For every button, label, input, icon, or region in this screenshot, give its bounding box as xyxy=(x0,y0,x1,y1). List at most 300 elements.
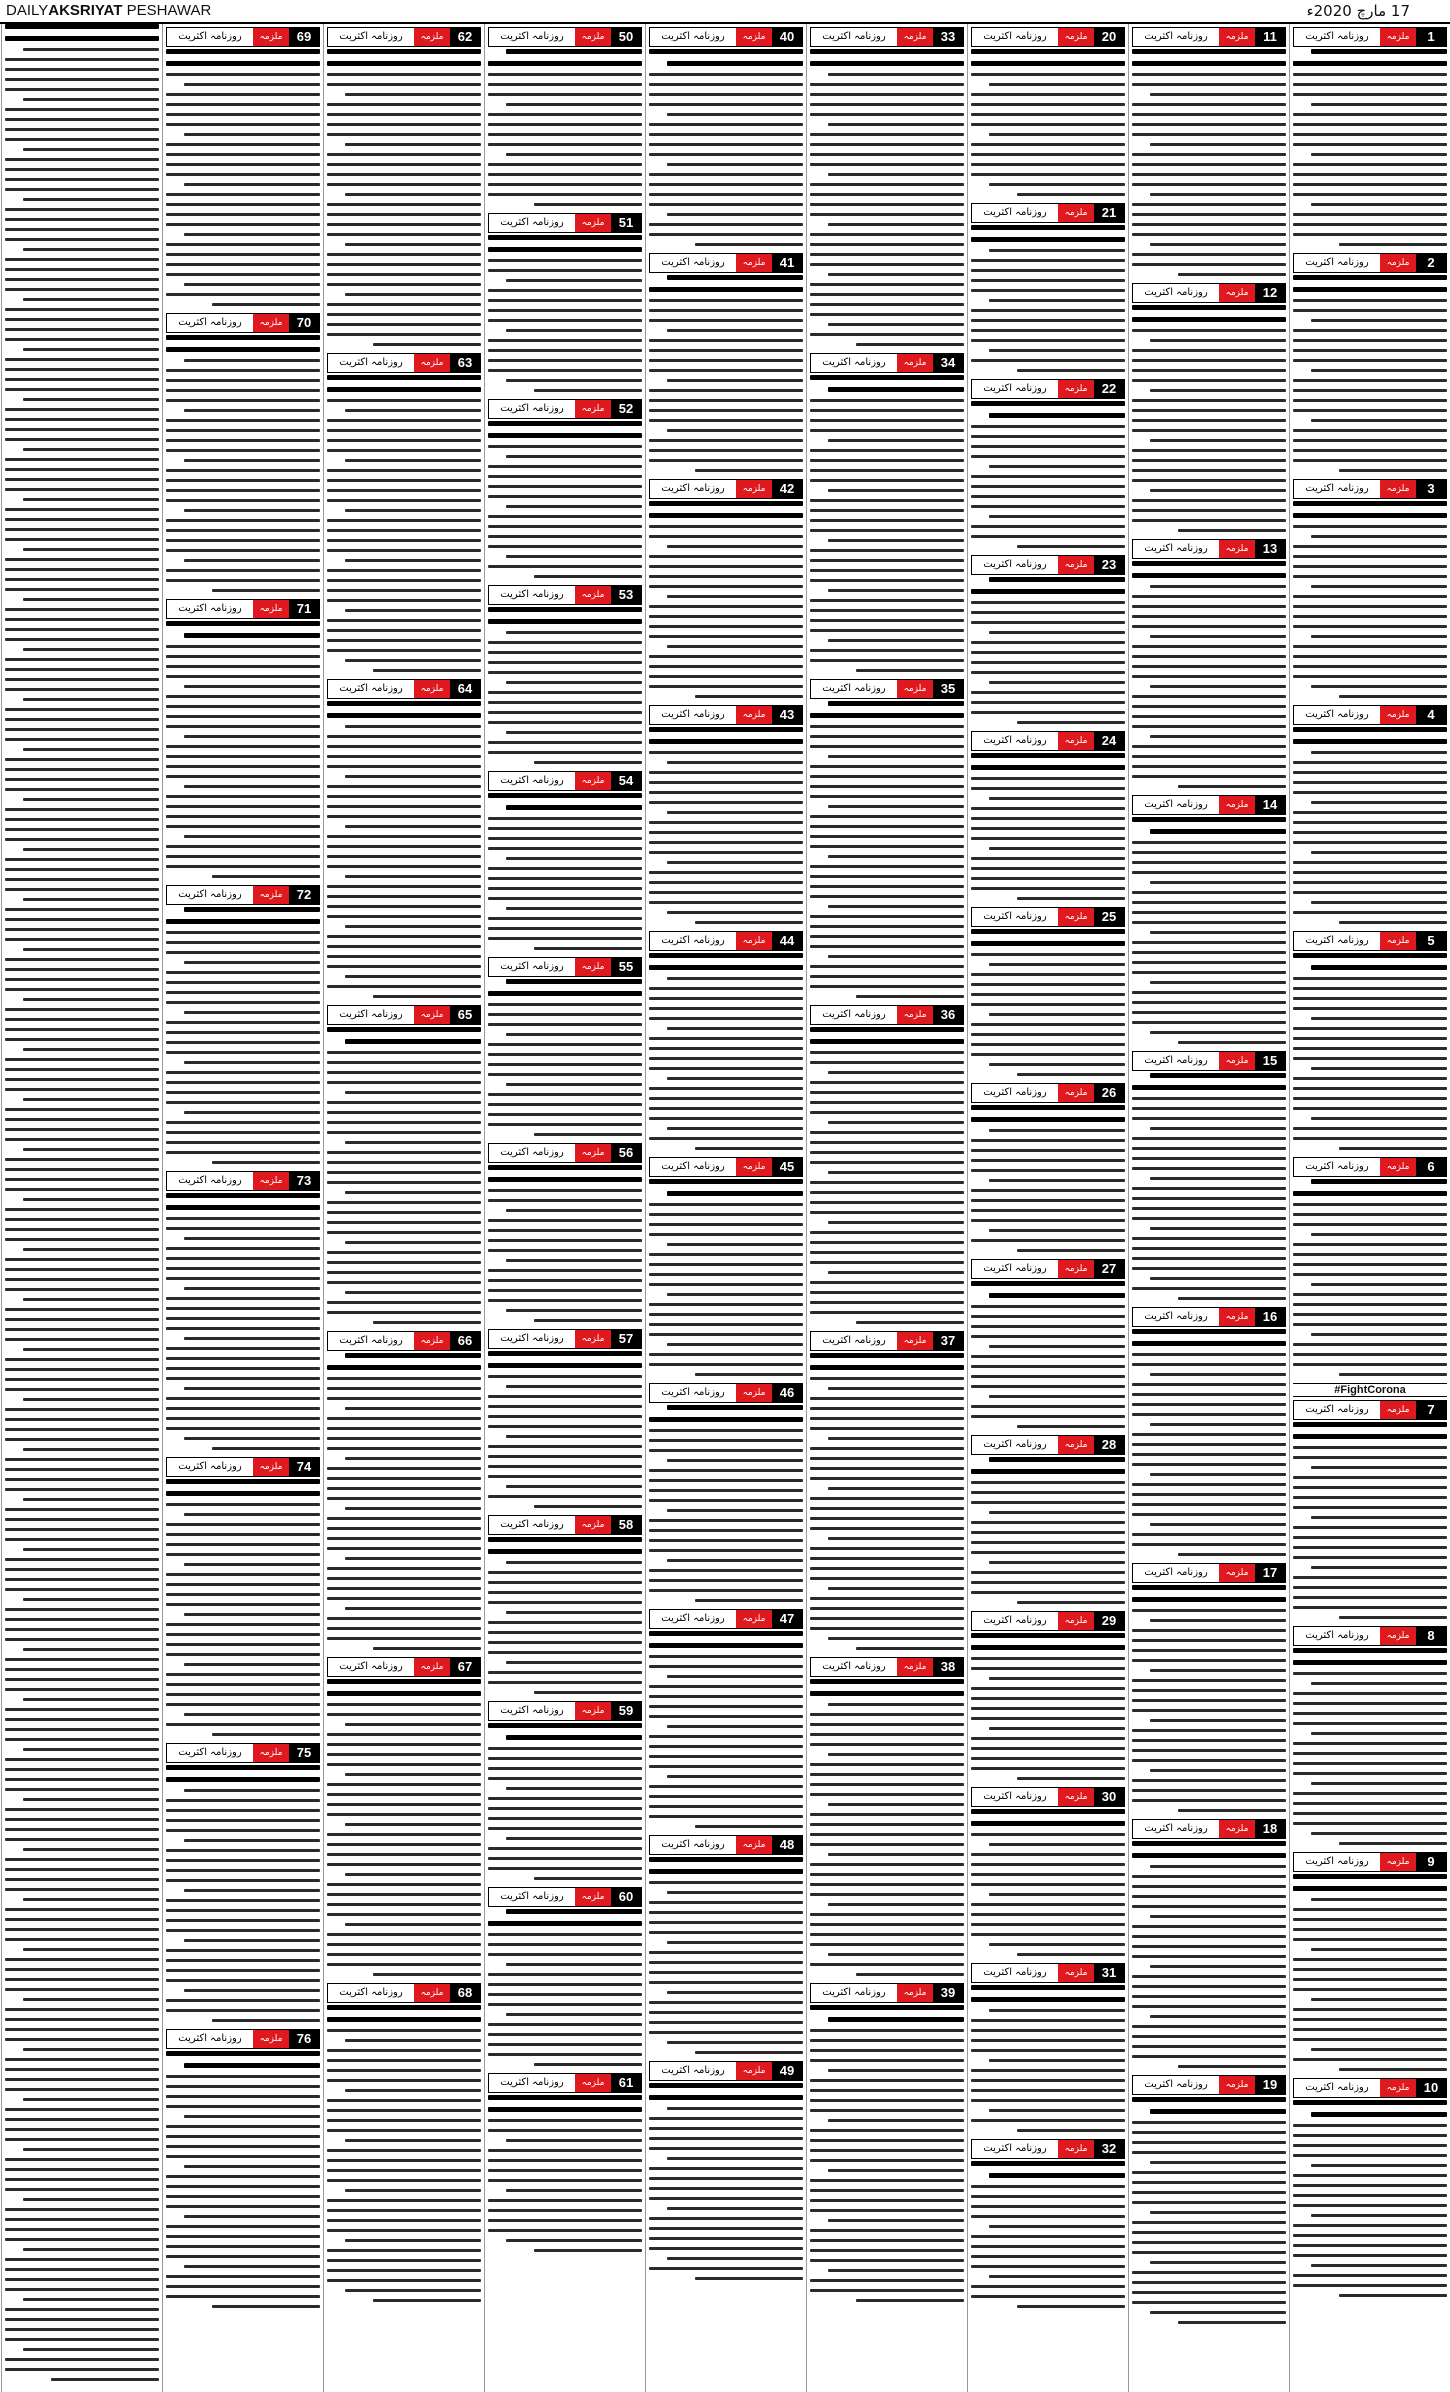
text-line xyxy=(327,1101,481,1104)
text-line xyxy=(1293,1027,1447,1030)
text-line xyxy=(166,1533,320,1536)
item-header xyxy=(649,253,803,273)
text-line xyxy=(166,865,320,868)
text-line xyxy=(1132,509,1286,512)
text-line xyxy=(5,2288,159,2291)
text-line xyxy=(856,343,964,346)
text-line xyxy=(506,1435,642,1438)
text-line xyxy=(166,569,320,572)
item-header xyxy=(971,1435,1125,1455)
text-line xyxy=(971,103,1125,106)
text-line xyxy=(166,1205,320,1210)
text-line xyxy=(1311,203,1447,206)
text-line xyxy=(184,2165,320,2168)
news-column xyxy=(162,24,323,2392)
text-line xyxy=(971,1239,1125,1242)
item-label: ملزمہ xyxy=(253,2030,289,2048)
text-line xyxy=(1132,2097,1286,2102)
item-body-text xyxy=(1132,817,1286,1044)
text-line xyxy=(488,619,642,624)
item-kicker: روزنامہ اکثریت xyxy=(661,1613,725,1624)
text-line xyxy=(327,599,481,602)
text-line xyxy=(1293,841,1447,844)
text-line xyxy=(667,163,803,166)
text-line xyxy=(1293,1874,1447,1879)
text-line xyxy=(810,1507,964,1510)
item-body-text xyxy=(1293,275,1447,472)
text-line xyxy=(327,2069,481,2072)
item-body-text xyxy=(166,49,320,306)
text-line xyxy=(488,887,642,890)
text-line xyxy=(488,1867,642,1870)
text-line xyxy=(327,735,481,738)
text-line xyxy=(488,847,642,850)
text-line xyxy=(1293,1802,1447,1805)
text-line xyxy=(649,871,803,874)
text-line xyxy=(1132,419,1286,422)
text-line xyxy=(506,1909,642,1914)
text-line xyxy=(345,509,481,512)
text-line xyxy=(5,1988,159,1991)
text-line xyxy=(166,1141,320,1144)
text-line xyxy=(1293,359,1447,362)
text-line xyxy=(166,1131,320,1134)
text-line xyxy=(649,369,803,372)
item-header xyxy=(971,1611,1125,1631)
text-line xyxy=(506,379,642,382)
item-kicker: روزنامہ اکثریت xyxy=(1144,1311,1208,1322)
text-line xyxy=(649,1931,803,1934)
text-line xyxy=(667,2257,803,2260)
text-line xyxy=(1311,585,1447,588)
text-line xyxy=(327,1713,481,1716)
text-line xyxy=(649,309,803,312)
item-number: 49 xyxy=(772,2062,802,2080)
news-item xyxy=(488,771,642,950)
text-line xyxy=(667,429,803,432)
text-line xyxy=(327,1377,481,1380)
text-line xyxy=(649,1007,803,1010)
text-line xyxy=(327,2049,481,2052)
text-line xyxy=(810,1627,964,1630)
text-line xyxy=(327,429,481,432)
text-line xyxy=(5,918,159,921)
text-line xyxy=(971,1199,1125,1202)
text-line xyxy=(166,1693,320,1696)
text-line xyxy=(184,2265,320,2268)
text-line xyxy=(989,577,1125,582)
text-line xyxy=(166,369,320,372)
newspaper-name xyxy=(6,2,211,19)
text-line xyxy=(506,2239,642,2242)
text-line xyxy=(166,1765,320,1770)
text-line xyxy=(327,2159,481,2162)
item-header xyxy=(1132,1819,1286,1839)
text-line xyxy=(488,1921,642,1926)
item-header xyxy=(488,399,642,419)
text-line xyxy=(327,1803,481,1806)
text-line xyxy=(1293,771,1447,774)
text-line xyxy=(5,768,159,771)
text-line xyxy=(649,449,803,452)
text-line xyxy=(1132,595,1286,598)
text-line xyxy=(5,488,159,491)
text-line xyxy=(327,387,481,392)
text-line xyxy=(810,795,964,798)
text-line xyxy=(23,2198,159,2201)
text-line xyxy=(327,1201,481,1204)
item-header xyxy=(649,1157,803,1177)
item-label: ملزمہ xyxy=(414,354,450,372)
text-line xyxy=(1132,715,1286,718)
text-line xyxy=(488,897,642,900)
text-line xyxy=(1293,1486,1447,1489)
text-line xyxy=(327,1281,481,1284)
text-line xyxy=(649,233,803,236)
text-line xyxy=(345,875,481,878)
text-line xyxy=(810,649,964,652)
text-line xyxy=(5,1338,159,1341)
text-line xyxy=(166,931,320,934)
text-line xyxy=(649,625,803,628)
item-number: 28 xyxy=(1094,1436,1124,1454)
text-line xyxy=(971,1219,1125,1222)
text-line xyxy=(649,585,803,588)
text-line xyxy=(1132,1975,1286,1978)
text-line xyxy=(1293,1353,1447,1356)
text-line xyxy=(1132,2281,1286,2284)
text-line xyxy=(1293,1127,1447,1130)
text-line xyxy=(488,1601,642,1604)
text-line xyxy=(695,1373,803,1376)
news-item xyxy=(488,585,642,764)
text-line xyxy=(1132,379,1286,382)
text-line xyxy=(971,1997,1125,2002)
text-line xyxy=(5,2008,159,2011)
text-line xyxy=(327,815,481,818)
text-line xyxy=(327,1051,481,1054)
text-line xyxy=(184,835,320,838)
text-line xyxy=(1132,1187,1286,1190)
text-line xyxy=(1132,1759,1286,1762)
text-line xyxy=(5,888,159,891)
item-number: 65 xyxy=(450,1006,480,1024)
text-line xyxy=(971,1139,1125,1142)
item-body-text xyxy=(327,1353,481,1650)
item-label: ملزمہ xyxy=(575,28,611,46)
text-line xyxy=(649,1273,803,1276)
text-line xyxy=(1339,1147,1447,1150)
text-line xyxy=(327,1883,481,1886)
text-line xyxy=(1132,1463,1286,1466)
text-line xyxy=(166,665,320,668)
text-line xyxy=(5,668,159,671)
text-line xyxy=(971,1385,1125,1388)
text-line xyxy=(5,2328,159,2331)
text-line xyxy=(649,1971,803,1974)
news-column xyxy=(484,24,645,2392)
text-line xyxy=(488,2149,642,2152)
text-line xyxy=(184,907,320,912)
text-line xyxy=(506,455,642,458)
text-line xyxy=(971,1581,1125,1584)
news-item xyxy=(971,1963,1125,2132)
text-line xyxy=(534,2063,642,2066)
text-line xyxy=(667,1775,803,1778)
item-label: ملزمہ xyxy=(1219,1564,1255,1582)
text-line xyxy=(1132,625,1286,628)
text-line xyxy=(1293,977,1447,980)
text-line xyxy=(506,329,642,332)
text-line xyxy=(989,1727,1125,1730)
text-line xyxy=(5,24,159,29)
text-line xyxy=(649,287,803,292)
text-line xyxy=(828,589,964,592)
item-body-text xyxy=(649,1179,803,1376)
text-line xyxy=(488,1279,642,1282)
text-line xyxy=(1017,193,1125,196)
item-kicker: روزنامہ اکثریت xyxy=(1144,1567,1208,1578)
text-line xyxy=(5,1538,159,1541)
text-line xyxy=(810,935,964,938)
text-line xyxy=(1132,675,1286,678)
news-item xyxy=(810,27,964,346)
text-line xyxy=(1132,1629,1286,1632)
text-line xyxy=(5,1258,159,1261)
text-line xyxy=(1293,2274,1447,2277)
item-body-text xyxy=(810,2005,964,2302)
text-line xyxy=(5,538,159,541)
text-line xyxy=(1132,851,1286,854)
text-line xyxy=(184,1337,320,1340)
item-body-text xyxy=(5,24,159,2381)
item-header xyxy=(649,1835,803,1855)
text-line xyxy=(649,1479,803,1482)
text-line xyxy=(5,288,159,291)
text-line xyxy=(506,279,642,282)
news-item xyxy=(1293,479,1447,698)
text-line xyxy=(488,2219,642,2222)
text-line xyxy=(5,1838,159,1841)
text-line xyxy=(23,1498,159,1501)
text-line xyxy=(488,1351,642,1356)
text-line xyxy=(1150,1127,1286,1130)
text-line xyxy=(828,1387,964,1390)
text-line xyxy=(971,2185,1125,2188)
text-line xyxy=(166,695,320,698)
news-item xyxy=(1293,253,1447,472)
text-line xyxy=(488,1549,642,1554)
text-line xyxy=(5,1878,159,1881)
text-line xyxy=(5,1908,159,1911)
text-line xyxy=(5,718,159,721)
text-line xyxy=(1293,2234,1447,2237)
text-line xyxy=(327,399,481,402)
text-line xyxy=(828,1753,964,1756)
text-line xyxy=(23,348,159,351)
item-number: 51 xyxy=(611,214,641,232)
text-line xyxy=(828,955,964,958)
text-line xyxy=(971,1717,1125,1720)
text-line xyxy=(23,2348,159,2351)
text-line xyxy=(1293,1886,1447,1891)
item-kicker: روزنامہ اکثریت xyxy=(822,1009,886,1020)
text-line xyxy=(184,233,320,236)
text-line xyxy=(184,735,320,738)
text-line xyxy=(1132,409,1286,412)
text-line xyxy=(166,1879,320,1882)
text-line xyxy=(828,2119,964,2122)
item-header xyxy=(971,1083,1125,1103)
item-number: 22 xyxy=(1094,380,1124,398)
text-line xyxy=(989,299,1125,302)
text-line xyxy=(166,439,320,442)
text-line xyxy=(1132,1353,1286,1356)
text-line xyxy=(5,2058,159,2061)
text-line xyxy=(327,855,481,858)
item-body-text xyxy=(649,49,803,246)
item-number: 33 xyxy=(933,28,963,46)
text-line xyxy=(1150,1915,1286,1918)
text-line xyxy=(810,1743,964,1746)
item-header xyxy=(1132,283,1286,303)
text-line xyxy=(649,881,803,884)
text-line xyxy=(488,1053,642,1056)
text-line xyxy=(212,1447,320,1450)
text-line xyxy=(971,1053,1125,1056)
text-line xyxy=(506,1033,642,1036)
text-line xyxy=(488,1571,642,1574)
item-header xyxy=(488,585,642,605)
text-line xyxy=(1132,1875,1286,1878)
text-line xyxy=(327,649,481,652)
text-line xyxy=(327,1893,481,1896)
item-header xyxy=(649,479,803,499)
text-line xyxy=(166,1417,320,1420)
news-columns xyxy=(0,24,1450,2392)
text-line xyxy=(810,429,964,432)
text-line xyxy=(1132,113,1286,116)
text-line xyxy=(5,1758,159,1761)
item-body-text xyxy=(649,953,803,1150)
text-line xyxy=(971,1521,1125,1524)
text-line xyxy=(166,675,320,678)
item-header xyxy=(1132,1563,1286,1583)
text-line xyxy=(1132,817,1286,822)
text-line xyxy=(989,413,1125,418)
text-line xyxy=(327,589,481,592)
text-line xyxy=(327,701,481,706)
item-number: 10 xyxy=(1416,2079,1446,2097)
text-line xyxy=(649,1179,803,1184)
text-line xyxy=(1293,1978,1447,1981)
text-line xyxy=(667,1991,803,1994)
text-line xyxy=(5,1508,159,1511)
text-line xyxy=(989,797,1125,800)
text-line xyxy=(327,83,481,86)
text-line xyxy=(327,283,481,286)
text-line xyxy=(166,103,320,106)
text-line xyxy=(5,1068,159,1071)
text-line xyxy=(1293,183,1447,186)
text-line xyxy=(1132,755,1286,758)
text-line xyxy=(1132,449,1286,452)
text-line xyxy=(5,1528,159,1531)
text-line xyxy=(1178,273,1286,276)
item-body-text xyxy=(166,1479,320,1736)
text-line xyxy=(1132,1841,1286,1846)
item-body-text xyxy=(488,1909,642,2066)
text-line xyxy=(810,925,964,928)
text-line xyxy=(649,2247,803,2250)
text-line xyxy=(649,193,803,196)
text-line xyxy=(1150,2311,1286,2314)
text-line xyxy=(828,489,964,492)
text-line xyxy=(5,858,159,861)
text-line xyxy=(1293,513,1447,518)
text-line xyxy=(327,1427,481,1430)
text-line xyxy=(5,1028,159,1031)
text-line xyxy=(1132,163,1286,166)
text-line xyxy=(1150,981,1286,984)
text-line xyxy=(166,1909,320,1912)
text-line xyxy=(506,153,642,156)
item-number: 72 xyxy=(289,886,319,904)
text-line xyxy=(971,2039,1125,2042)
text-line xyxy=(5,1368,159,1371)
text-line xyxy=(327,915,481,918)
text-line xyxy=(488,1747,642,1750)
text-line xyxy=(649,1805,803,1808)
text-line xyxy=(649,901,803,904)
item-body-text xyxy=(488,421,642,578)
text-line xyxy=(166,223,320,226)
text-line xyxy=(488,1165,642,1170)
text-line xyxy=(1293,2204,1447,2207)
text-line xyxy=(327,1437,481,1440)
text-line xyxy=(810,845,964,848)
text-line xyxy=(166,173,320,176)
item-kicker: روزنامہ اکثریت xyxy=(983,735,1047,746)
item-header xyxy=(1132,795,1286,815)
text-line xyxy=(1293,389,1447,392)
text-line xyxy=(166,1673,320,1676)
text-line xyxy=(5,458,159,461)
text-line xyxy=(1132,1895,1286,1898)
text-line xyxy=(166,1031,320,1034)
item-label: ملزمہ xyxy=(1058,556,1094,574)
text-line xyxy=(488,2003,642,2006)
text-line xyxy=(989,1561,1125,1564)
item-header xyxy=(971,379,1125,399)
text-line xyxy=(488,1983,642,1986)
item-header xyxy=(1293,1852,1447,1872)
item-body-text xyxy=(166,907,320,1164)
text-line xyxy=(534,761,642,764)
text-line xyxy=(810,1397,964,1400)
text-line xyxy=(649,891,803,894)
text-line xyxy=(1311,1466,1447,1469)
text-line xyxy=(345,2189,481,2192)
text-line xyxy=(810,629,964,632)
item-number: 25 xyxy=(1094,908,1124,926)
text-line xyxy=(971,435,1125,438)
text-line xyxy=(649,123,803,126)
text-line xyxy=(327,569,481,572)
text-line xyxy=(506,907,642,910)
text-line xyxy=(971,225,1125,230)
text-line xyxy=(667,1941,803,1944)
